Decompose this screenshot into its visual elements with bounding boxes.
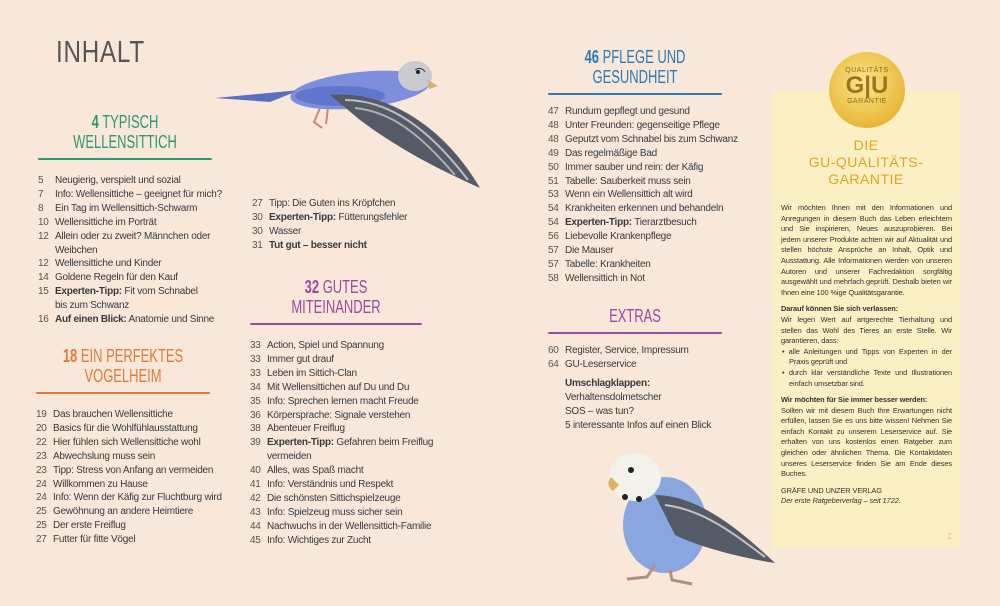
toc-entry[interactable]: 33 Leben im Sittich-Clan	[250, 367, 357, 379]
page-number: 24	[36, 492, 47, 504]
page-number: 12	[38, 230, 49, 242]
page-number: 27	[36, 534, 47, 546]
toc-entry[interactable]: 34 Mit Wellensittichen auf Du und Du	[250, 381, 410, 393]
page-number: 50	[548, 161, 559, 173]
page-number: 45	[250, 534, 261, 546]
section-heading: EXTRAS	[609, 306, 661, 326]
toc-entry[interactable]: 44 Nachwuchs in der Wellensittich-Familie	[250, 520, 432, 532]
bullet-item: • durch klar verständliche Texte und Illustrationen einfach umsetzbar sind.	[782, 367, 952, 388]
guarantee-box	[772, 91, 960, 548]
flaps-heading: Umschlagklappen:	[565, 378, 650, 389]
page-number: 42	[250, 492, 261, 504]
section-divider	[548, 332, 722, 334]
toc-entry[interactable]: 64 GU-Leserservice	[548, 358, 637, 370]
section-heading: 32 GUTES MITEINANDER	[291, 277, 381, 317]
page-number: 16	[38, 314, 49, 326]
toc-entry[interactable]: 41 Info: Verständnis und Respekt	[250, 479, 394, 491]
page-number: 60	[548, 345, 559, 356]
page-number: 24	[36, 478, 47, 490]
flying-budgerigar-image	[210, 50, 490, 200]
toc-entry[interactable]: 24 Willkommen zu Hause	[36, 478, 148, 490]
toc-entry[interactable]: 50 Immer sauber und rein: der Käfig	[548, 161, 704, 173]
page-number: 5	[38, 175, 44, 186]
section-extras	[548, 306, 722, 372]
page-number: 25	[36, 506, 47, 518]
toc-entry[interactable]: 39 Experten-Tipp: Gefahren beim Freiflug	[250, 437, 434, 449]
section-heading: 46 PFLEGE UND GESUNDHEIT	[584, 47, 686, 87]
toc-entry-continued: vermeiden	[267, 451, 312, 463]
toc-entry[interactable]: 27 Tipp: Die Guten ins Kröpfchen	[252, 198, 396, 209]
section-heading: 18 EIN PERFEKTES VOGELHEIM	[62, 346, 184, 386]
page-number: 7	[38, 188, 44, 200]
page-number: 19	[36, 409, 47, 420]
toc-entry[interactable]: 58 Wellensittich in Not	[548, 272, 645, 284]
section-vogelheim-continued	[252, 197, 452, 253]
toc-entry-continued: bis zum Schwanz	[55, 300, 130, 312]
page-number: 35	[250, 395, 261, 407]
ornament-icon: ⌶	[947, 532, 952, 541]
toc-entry[interactable]: 30 Wasser	[252, 225, 302, 237]
section-typisch-wellensittich	[38, 112, 222, 327]
bullet-item: • alle Anleitungen und Tipps von Experten in der Praxis geprüft und	[782, 346, 952, 367]
toc-entry[interactable]: 31 Tut gut – besser nicht	[252, 239, 367, 251]
section-perfektes-vogelheim	[36, 346, 222, 547]
toc-entry[interactable]: 15 Experten-Tipp: Fit vom Schnabel	[38, 286, 198, 298]
toc-entry[interactable]: 54 Experten-Tipp: Tierarztbesuch	[548, 217, 697, 229]
section-divider	[548, 93, 722, 95]
section-page: 4	[91, 112, 99, 132]
toc-entry[interactable]: 16 Auf einen Blick: Anatomie und Sinne	[38, 314, 215, 326]
flaps-item: Verhaltensdolmetscher	[565, 391, 662, 403]
page-number: 25	[36, 520, 47, 532]
flaps-item: 5 interessante Infos auf einen Blick	[565, 419, 712, 431]
page-number: 43	[250, 506, 261, 518]
page-number: 10	[38, 216, 49, 228]
perched-budgerigar-image	[595, 445, 780, 595]
page-number: 22	[36, 436, 47, 448]
toc-entry[interactable]: 25 Der erste Freiflug	[36, 520, 126, 532]
section-heading: 4 TYPISCH WELLENSITTICH	[73, 112, 177, 152]
section-pflege-gesundheit	[548, 47, 738, 286]
toc-entry[interactable]: 14 Goldene Regeln für den Kauf	[38, 272, 178, 284]
toc-entry[interactable]: 54 Krankheiten erkennen und behandeln	[548, 203, 724, 215]
page-number: 44	[250, 520, 261, 532]
toc-entry-continued: Weibchen	[55, 244, 98, 256]
toc-entry[interactable]: 40 Alles, was Spaß macht	[250, 465, 364, 477]
cover-flaps	[548, 377, 711, 433]
toc-entry[interactable]: 47 Rundum gepflegt und gesund	[548, 106, 690, 117]
toc-entry[interactable]: 43 Info: Spielzeug muss sicher sein	[250, 506, 403, 518]
toc-entry[interactable]: 57 Die Mauser	[548, 245, 614, 257]
page-number: 39	[250, 437, 261, 449]
toc-entry[interactable]: 24 Info: Wenn der Käfig zur Fluchtburg wird	[36, 492, 222, 504]
page-number: 12	[38, 258, 49, 270]
page-number: 33	[250, 340, 261, 351]
publisher-tagline: Der erste Ratgeberverlag – seit 1722.	[781, 496, 901, 506]
section-divider	[36, 392, 210, 394]
page-number: 57	[548, 245, 559, 257]
toc-entry[interactable]: 12 Wellensittiche und Kinder	[38, 258, 162, 270]
page-number: 57	[548, 258, 559, 270]
toc-entry[interactable]: 33 Immer gut drauf	[250, 353, 334, 365]
page-number: 34	[250, 381, 261, 393]
toc-entry[interactable]: 48 Geputzt vom Schnabel bis zum Schwanz	[548, 133, 738, 145]
toc-entry[interactable]: 51 Tabelle: Sauberkeit muss sein	[548, 175, 691, 187]
page-number: 38	[250, 423, 261, 435]
page-number: 47	[548, 106, 559, 117]
toc-entry[interactable]: 38 Abenteuer Freiflug	[250, 423, 345, 435]
toc-entry[interactable]: 30 Experten-Tipp: Fütterungsfehler	[252, 211, 408, 223]
section-page: 32	[304, 277, 320, 297]
page-number: 23	[36, 450, 47, 462]
toc-entry[interactable]: 23 Abwechslung muss sein	[36, 450, 156, 462]
toc-entry[interactable]: 36 Körpersprache: Signale verstehen	[250, 409, 411, 421]
section-divider	[38, 158, 212, 160]
section-page: 18	[62, 346, 78, 366]
page-number: 48	[548, 119, 559, 131]
page-number: 54	[548, 217, 559, 229]
page-number: 49	[548, 147, 559, 159]
toc-entry[interactable]: 22 Hier fühlen sich Wellensittiche wohl	[36, 436, 201, 448]
page-number: 53	[548, 189, 559, 201]
page-number: 48	[548, 133, 559, 145]
toc-entry[interactable]: 57 Tabelle: Krankheiten	[548, 258, 651, 270]
page-number: 20	[36, 422, 47, 434]
page-number: 30	[252, 211, 263, 223]
guarantee-heading: DIE GU-QUALITÄTS- GARANTIE	[808, 137, 924, 187]
page-number: 58	[548, 272, 559, 284]
toc-entry[interactable]: 42 Die schönsten Sittichspielzeuge	[250, 492, 401, 504]
toc-entry[interactable]: 12 Allein oder zu zweit? Männchen oder	[38, 230, 211, 242]
toc-entry[interactable]: 53 Wenn ein Wellensittich alt wird	[548, 189, 693, 201]
page-number: 8	[38, 202, 44, 214]
page-number: 15	[38, 286, 49, 298]
toc-entry[interactable]: 5 Neugierig, verspielt und sozial	[38, 175, 181, 186]
page-number: 14	[38, 272, 49, 284]
toc-entry[interactable]: 48 Unter Freunden: gegenseitige Pflege	[548, 119, 720, 131]
page-number: 36	[250, 409, 261, 421]
page-number: 40	[250, 465, 261, 477]
section-gutes-miteinander	[250, 277, 434, 548]
toc-entry[interactable]: 10 Wellensittiche im Porträt	[38, 216, 157, 228]
page-number: 64	[548, 358, 559, 370]
page-number: 33	[250, 367, 261, 379]
page-number: 30	[252, 225, 263, 237]
toc-entry[interactable]: 45 Info: Wichtiges zur Zucht	[250, 534, 371, 546]
toc-entry[interactable]: 33 Action, Spiel und Spannung	[250, 340, 384, 351]
page-number: 41	[250, 479, 261, 491]
toc-entry[interactable]: 25 Gewöhnung an andere Heimtiere	[36, 506, 194, 518]
page-number: 23	[36, 464, 47, 476]
toc-entry[interactable]: 7 Info: Wellensittiche – geeignet für mich?	[38, 188, 222, 200]
toc-entry[interactable]: 60 Register, Service, Impressum	[548, 345, 689, 356]
page-number: 51	[548, 175, 559, 187]
toc-entry[interactable]: 56 Liebevolle Krankenpflege	[548, 231, 672, 243]
page-title: INHALT	[56, 34, 145, 69]
page-number: 27	[252, 198, 263, 209]
flaps-item: SOS – was tun?	[565, 405, 634, 417]
toc-entry[interactable]: 27 Futter für fitte Vögel	[36, 534, 136, 546]
toc-entry[interactable]: 8 Ein Tag im Wellensittich-Schwarm	[38, 202, 198, 214]
gu-quality-seal: QUALITÄTS G|U GARANTIE	[829, 52, 905, 128]
guarantee-text: Wir möchten Ihnen mit den Informationen und Anregungen in diesem Buch das Leben erleichtern und Sie inspirieren, Neues auszuprobieren. Bei jedem unserer Produkte achten wir auf Aktualität und stellen höchste Ansprüche an Inhalt, Optik und Ausstattung. Alle Informationen werden von unseren Autoren und unserer Fachredaktion sorgfältig ausgewählt und mehrfach geprüft. Deshalb bieten wir Ihnen eine 100 %ige Qualitätsgarantie. Darauf können Sie sich verlassen: Wir legen Wert auf artgerechte Tierhaltung und stellen das Wohl des Tieres an erste Stelle. Wir garantieren, dass: • alle Anleitungen und Tipps von Experten in der Praxis geprüft und • durch klar verständliche Texte und Illustrationen einfach umsetzbar sind. Wir möchten für Sie immer besser werden: Sollten wir mit diesem Buch Ihre Erwartungen nicht erfüllen, lassen Sie es uns bitte wissen! Nehmen Sie einfach Kontakt zu unserem Leserservice auf. Sie erhalten von uns kostenlos einen Ratgeber zum gleichen oder ähnlichen Thema. Die Kontaktdaten unseres Leserservice finden Sie am Ende dieses Buches. GRÄFE UND UNZER VERLAG Der erste Ratgeberverlag – seit 1722.	[781, 203, 952, 506]
section-page: 46	[584, 47, 599, 67]
toc-entry[interactable]: 35 Info: Sprechen lernen macht Freude	[250, 395, 419, 407]
toc-entry[interactable]: 19 Das brauchen Wellensittiche	[36, 409, 173, 420]
toc-entry[interactable]: 49 Das regelmäßige Bad	[548, 147, 657, 159]
page-number: 31	[252, 239, 263, 251]
publisher: GRÄFE UND UNZER VERLAG	[781, 485, 882, 495]
toc-entry[interactable]: 20 Basics für die Wohlfühlausstattung	[36, 422, 198, 434]
page-number: 54	[548, 203, 559, 215]
toc-entry[interactable]: 23 Tipp: Stress von Anfang an vermeiden	[36, 464, 214, 476]
page-number: 33	[250, 353, 261, 365]
page-number: 56	[548, 231, 559, 243]
section-divider	[250, 323, 422, 325]
